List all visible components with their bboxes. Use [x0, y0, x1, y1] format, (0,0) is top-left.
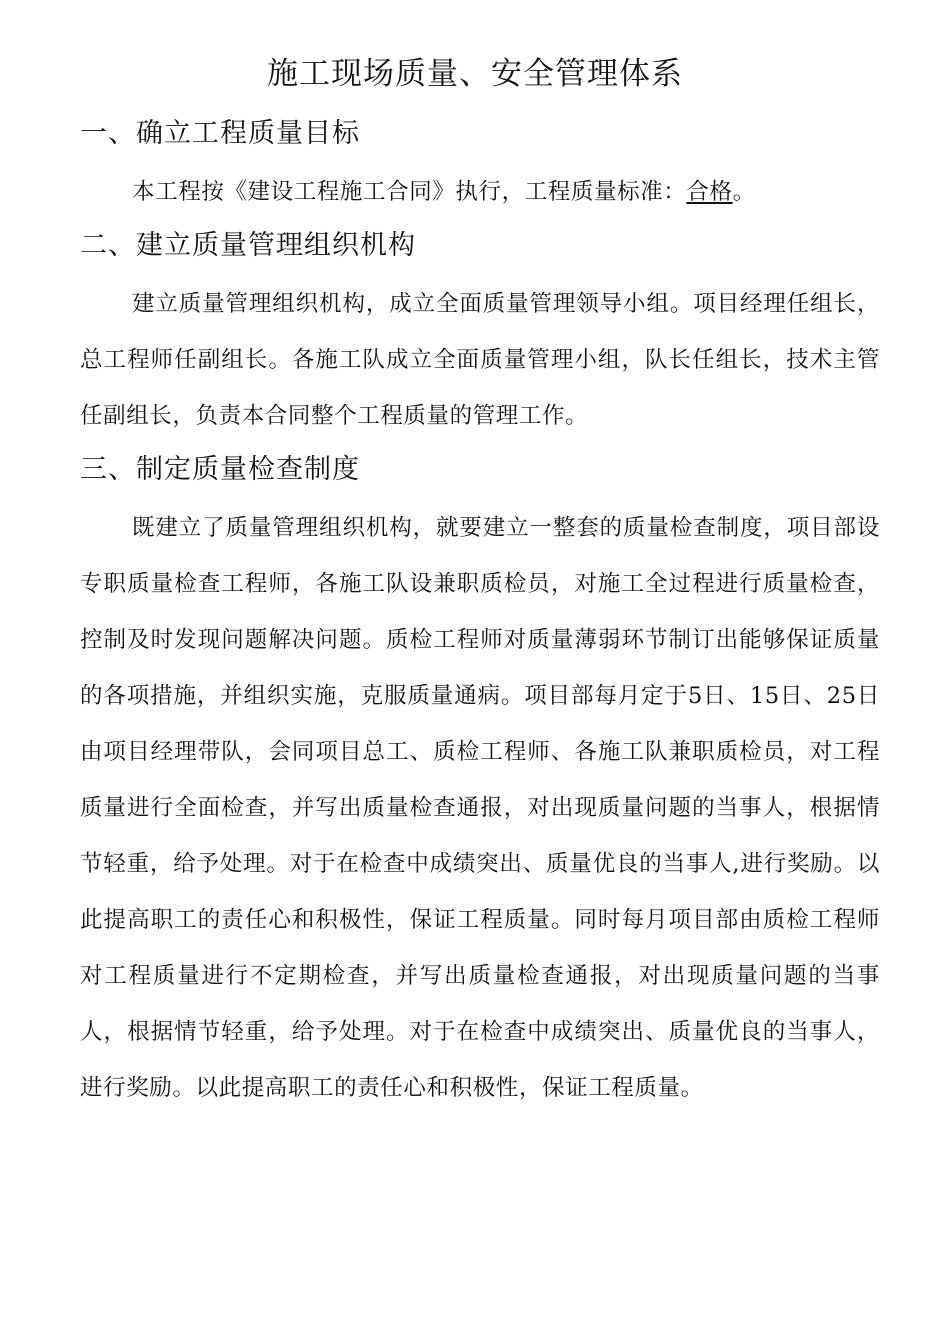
section-heading-1: 一、确立工程质量目标 [80, 118, 360, 149]
section-paragraph-1 [80, 164, 880, 220]
quality-target-period: 。 [732, 179, 756, 205]
quality-standard-value: 合格 [686, 179, 733, 205]
quality-target-text: 本工程按《建设工程施工合同》执行，工程质量标准： [132, 179, 687, 205]
document-title: 施工现场质量、安全管理体系 [267, 56, 683, 92]
section-heading-2: 二、建立质量管理组织机构 [80, 230, 416, 261]
section-paragraph-2: 建立质量管理组织机构，成立全面质量管理领导小组。项目经理任组长，总工程师任副组长。各施工队成立全面质量管理小组，队长任组长，技术主管任副组长，负责本合同整个工程质量的管理工作。 [80, 291, 880, 429]
section-heading-3: 三、制定质量检查制度 [80, 454, 360, 485]
section-paragraph-3: 既建立了质量管理组织机构，就要建立一整套的质量检查制度，项目部设专职质量检查工程师，各施工队设兼职质检员，对施工全过程进行质量检查，控制及时发现问题解决问题。质检工程师对质量薄弱环节制订出能够保证质量的各项措施，并组织实施，克服质量通病。项目部每月定于5日、15日、25日由项目经理带队，会同项目总工、质检工程师、各施工队兼职质检员，对工程质量进行全面检查，并写出质量检查通报，对出现质量问题的当事人，根据情节轻重，给予处理。对于在检查中成绩突出、质量优良的当事人,进行奖励。以此提高职工的责任心和积极性，保证工程质量。同时每月项目部由质检工程师对工程质量进行不定期检查，并写出质量检查通报，对出现质量问题的当事人，根据情节轻重，给予处理。对于在检查中成绩突出、质量优良的当事人，进行奖励。以此提高职工的责任心和积极性，保证工程质量。 [80, 515, 880, 1101]
